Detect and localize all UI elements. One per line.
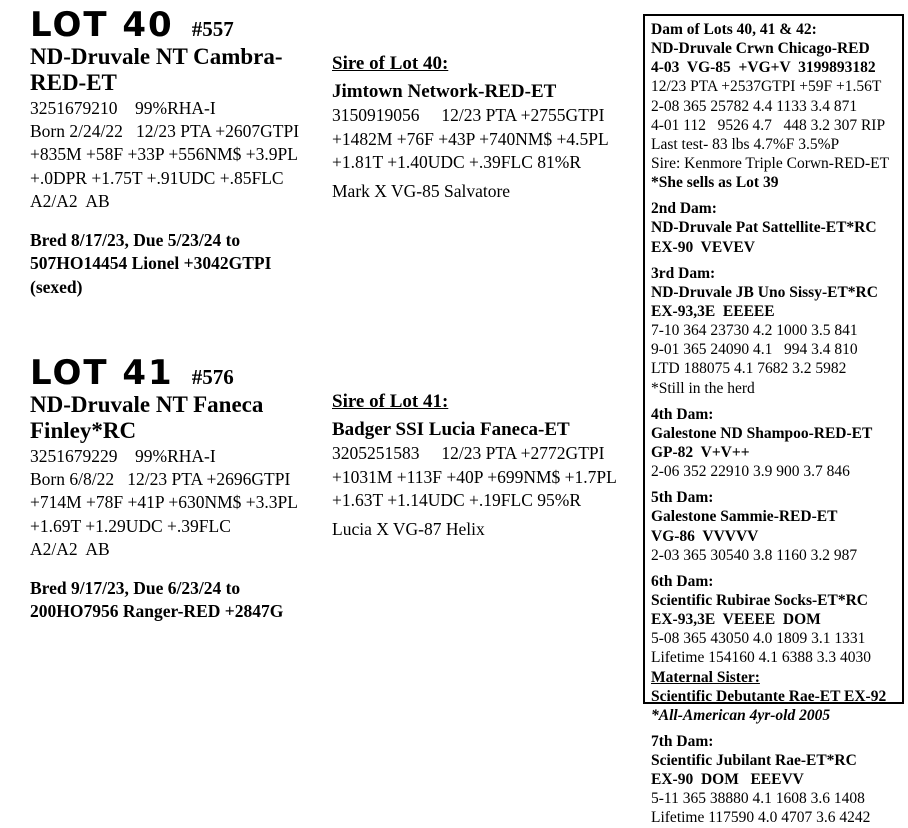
sire-block-40 [332,52,632,203]
sire-block-41 [332,390,632,541]
pedigree-line: Galestone ND Shampoo-RED-ET [651,424,873,442]
sire-line: 3150919056 12/23 PTA +2755GTPI [332,105,605,126]
pedigree-block [651,20,898,192]
pedigree-line: 5-08 365 43050 4.0 1809 3.1 1331 [651,630,866,648]
pedigree-line: 2-03 365 30540 3.8 1160 3.2 987 [651,546,858,564]
sire-name: Badger SSI Lucia Faneca-ET [332,418,570,440]
pedigree-line: 9-01 365 24090 4.1 994 3.4 810 [651,341,858,359]
detail-line: A2/A2 AB [30,538,110,559]
pedigree-line: 5th Dam: [651,489,714,507]
sire-line: Lucia X VG-87 Helix [332,519,485,540]
breeding-line: (sexed) [30,276,83,297]
pedigree-line: Sire: Kenmore Triple Corwn-RED-ET [651,154,890,172]
lot-block-40 [30,5,330,299]
pedigree-block [651,732,898,828]
pedigree-spacer [651,398,898,405]
breeding-info-40 [30,229,330,299]
animal-name: ND-Druvale NT Faneca Finley*RC [30,392,264,444]
pedigree-line: Last test- 83 lbs 4.7%F 3.5%P [651,135,840,153]
pedigree-line: ND-Druvale Crwn Chicago-RED [651,40,870,58]
breeding-info-41 [30,577,330,624]
detail-line: Born 6/8/22 12/23 PTA +2696GTPI [30,469,291,490]
pedigree-line: 7th Dam: [651,732,714,750]
sire-heading: Sire of Lot 40: [332,53,449,74]
sire-line: +1031M +113F +40P +699NM$ +1.7PL [332,466,617,487]
pedigree-spacer [651,481,898,488]
lot-block-41 [30,353,330,624]
detail-line: 3251679229 99%RHA-I [30,445,216,466]
breeding-line: Bred 8/17/23, Due 5/23/24 to [30,230,241,251]
pedigree-line: EX-90 VEVEV [651,238,755,256]
breeding-line: Bred 9/17/23, Due 6/23/24 to [30,578,241,599]
pedigree-line: ND-Druvale JB Uno Sissy-ET*RC [651,283,878,301]
pedigree-line: 5-11 365 38880 4.1 1608 3.6 1408 [651,790,865,808]
pedigree-line: Lifetime 117590 4.0 4707 3.6 4242 [651,809,871,827]
detail-line: +835M +58F +33P +556NM$ +3.9PL [30,144,298,165]
pedigree-line: 2-06 352 22910 3.9 900 3.7 846 [651,463,850,481]
pedigree-line: ND-Druvale Pat Sattellite-ET*RC [651,219,877,237]
pedigree-spacer [651,257,898,264]
pedigree-line: EX-90 DOM EEEVV [651,771,804,789]
pedigree-line: GP-82 V+V++ [651,443,750,461]
pedigree-spacer [651,192,898,199]
pedigree-line: 3rd Dam: [651,264,716,282]
sire-line: +1482M +76F +43P +740NM$ +4.5PL [332,128,609,149]
lot-header-41 [30,353,330,393]
pedigree-line: Scientific Jubilant Rae-ET*RC [651,752,857,770]
pedigree-line: VG-86 VVVVV [651,527,759,545]
pedigree-block [651,264,898,398]
lot-label: LOT 40 [30,5,174,45]
pedigree-line: 6th Dam: [651,572,714,590]
detail-line: +.0DPR +1.75T +.91UDC +.85FLC [30,167,284,188]
pedigree-line: EX-93,3E VEEEE DOM [651,611,821,629]
sire-line: 3205251583 12/23 PTA +2772GTPI [332,443,605,464]
sire-name: Jimtown Network-RED-ET [332,80,557,102]
detail-line: 3251679210 99%RHA-I [30,97,216,118]
lot-number: #576 [191,365,234,389]
pedigree-line: LTD 188075 4.1 7682 3.2 5982 [651,360,847,378]
pedigree-line: Dam of Lots 40, 41 & 42: [651,21,817,38]
breeding-line: 507HO14454 Lionel +3042GTPI [30,253,272,274]
detail-line: A2/A2 AB [30,190,110,211]
animal-name: ND-Druvale NT Cambra-RED-ET [30,44,283,96]
pedigree-line: 12/23 PTA +2537GTPI +59F +1.56T [651,78,882,96]
pedigree-line: 7-10 364 23730 4.2 1000 3.5 841 [651,322,858,340]
pedigree-block [651,405,898,482]
pedigree-line: 2-08 365 25782 4.4 1133 3.4 871 [651,97,858,115]
sire-line: +1.81T +1.40UDC +.39FLC 81%R [332,151,582,172]
pedigree-line: Scientific Rubirae Socks-ET*RC [651,591,868,609]
detail-line: +1.69T +1.29UDC +.39FLC [30,515,231,536]
detail-line: +714M +78F +41P +630NM$ +3.3PL [30,492,298,513]
pedigree-line: 2nd Dam: [651,200,717,218]
breeding-line: 200HO7956 Ranger-RED +2847G [30,601,284,622]
sire-line: +1.63T +1.14UDC +.19FLC 95%R [332,489,582,510]
lot-label: LOT 41 [30,353,174,393]
pedigree-block [651,572,898,725]
pedigree-panel [643,14,904,827]
sire-line: Mark X VG-85 Salvatore [332,181,511,202]
pedigree-line: Lifetime 154160 4.1 6388 3.3 4030 [651,649,871,667]
pedigree-line: 4-03 VG-85 +VG+V 3199893182 [651,59,876,77]
detail-line: Born 2/24/22 12/23 PTA +2607GTPI [30,121,300,142]
pedigree-line: Galestone Sammie-RED-ET [651,508,838,526]
pedigree-line: *She sells as Lot 39 [651,174,779,192]
pedigree-line: *Still in the herd [651,379,755,397]
pedigree-block [651,488,898,565]
sire-heading: Sire of Lot 41: [332,391,449,412]
pedigree-line: *All-American 4yr-old 2005 [651,706,831,724]
lot-header-40 [30,5,330,45]
pedigree-line: EX-93,3E EEEEE [651,302,775,320]
pedigree-spacer [651,565,898,572]
pedigree-line: Maternal Sister: [651,668,760,686]
pedigree-line: Scientific Debutante Rae-ET EX-92 [651,687,887,705]
lot-number: #557 [191,17,234,41]
pedigree-spacer [651,725,898,732]
pedigree-line: 4th Dam: [651,405,714,423]
pedigree-block [651,199,898,256]
pedigree-line: 4-01 112 9526 4.7 448 3.2 307 RIP [651,116,886,134]
